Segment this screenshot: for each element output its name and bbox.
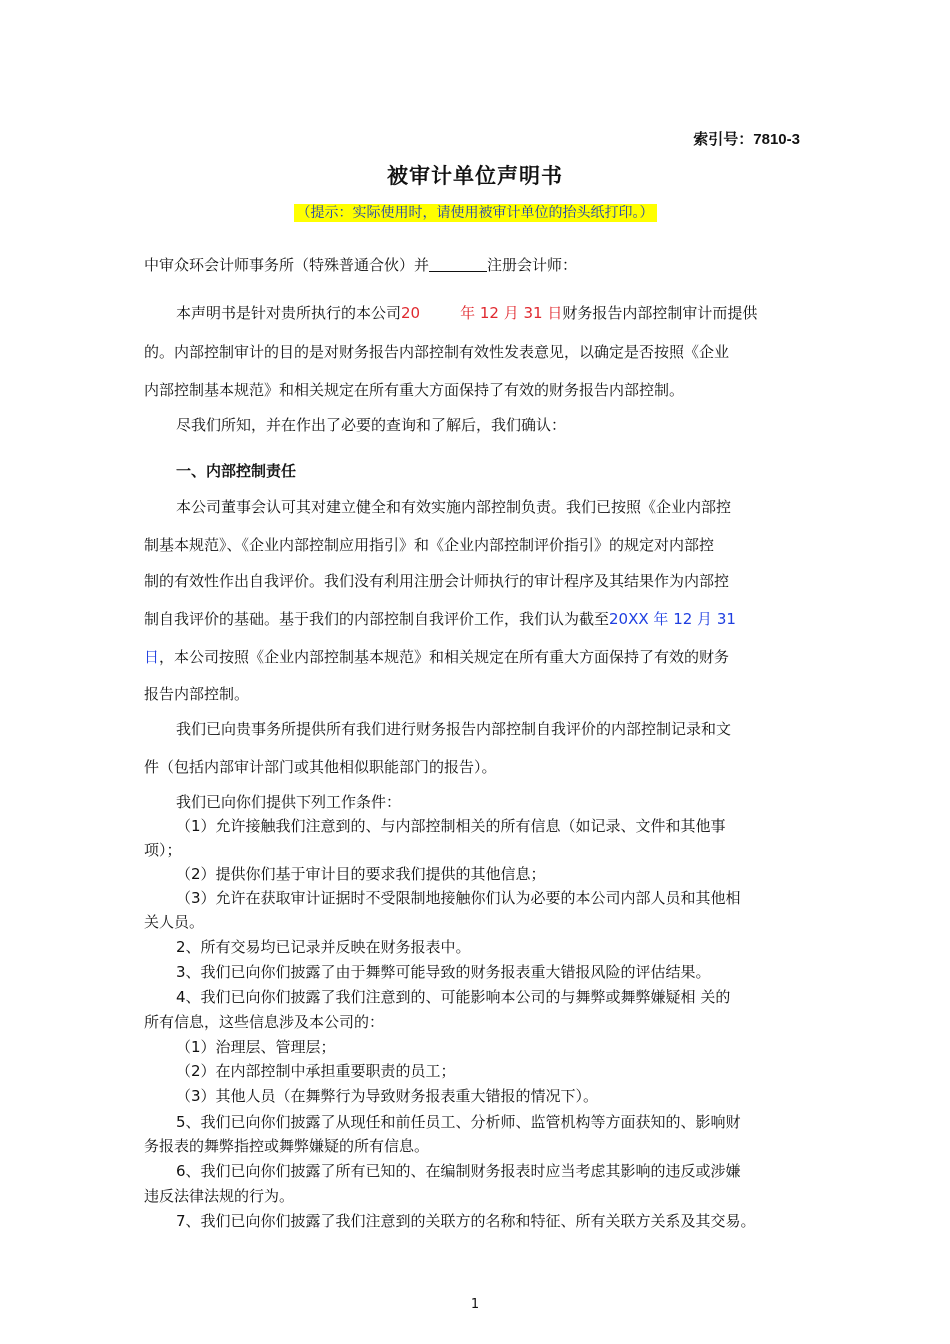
index-number: 索引号：7810-3 [693, 131, 800, 148]
section1-line-7: 我们已向贵事务所提供所有我们进行财务报告内部控制自我评价的内部控制记录和文 [176, 720, 732, 738]
item-4-sub-3: （3）其他人员（在舞弊行为导致财务报表重大错报的情况下）。 [176, 1087, 599, 1105]
condition-3-cont: 关人员。 [144, 913, 205, 931]
section1-line-1: 本公司董事会认可其对建立健全和有效实施内部控制负责。我们已按照《企业内部控 [176, 498, 732, 516]
section1-line-6: 报告内部控制。 [144, 685, 250, 703]
section1-line-5 [144, 646, 729, 667]
item-5: 5、我们已向你们披露了从现任和前任员工、分析师、监管机构等方面获知的、影响财 [176, 1113, 741, 1131]
addressee-firm: 中审众环会计师事务所（特殊普通合伙）并 [144, 256, 430, 274]
intro-line-3: 内部控制基本规范》和相关规定在所有重大方面保持了有效的财务报告内部控制。 [144, 381, 685, 399]
intro-year: 20 [401, 304, 421, 322]
page-number: 1 [470, 1297, 480, 1312]
condition-1-cont: 项）； [144, 841, 182, 859]
condition-3: （3）允许在获取审计证据时不受限制地接触你们认为必要的本公司内部人员和其他相 [176, 889, 741, 907]
document-title: 被审计单位声明书 [387, 164, 563, 188]
section1-line-5-text: ，本公司按照《企业内部控制基本规范》和相关规定在所有重大方面保持了有效的财务 [159, 648, 730, 666]
conditions-heading: 我们已向你们提供下列工作条件： [176, 793, 402, 811]
intro-line-1 [176, 302, 757, 323]
intro-date: 年 12 月 31 日 [460, 304, 563, 322]
intro-text-2: 财务报告内部控制审计而提供 [562, 304, 758, 322]
section1-line-2: 制基本规范》、《企业内部控制应用指引》和《企业内部控制评价指引》的规定对内部控 [144, 536, 715, 554]
item-7: 7、我们已向你们披露了我们注意到的关联方的名称和特征、所有关联方关系及其交易。 [176, 1212, 756, 1230]
item-6: 6、我们已向你们披露了所有已知的、在编制财务报表时应当考虑其影响的违反或涉嫌 [176, 1162, 741, 1180]
addressee-line [144, 254, 577, 275]
intro-text: 本声明书是针对贵所执行的本公司 [176, 304, 402, 322]
addressee-cpa: 注册会计师： [487, 256, 578, 274]
print-hint: （提示：实际使用时，请使用被审计单位的抬头纸打印。） [294, 204, 657, 222]
item-4-cont: 所有信息，这些信息涉及本公司的： [144, 1013, 385, 1031]
item-4-sub-1: （1）治理层、管理层； [176, 1038, 336, 1056]
intro-confirm: 尽我们所知，并在作出了必要的查询和了解后，我们确认： [176, 416, 567, 434]
item-4-sub-2: （2）在内部控制中承担重要职责的员工； [176, 1062, 456, 1080]
item-3: 3、我们已向你们披露了由于舞弊可能导致的财务报表重大错报风险的评估结果。 [176, 963, 711, 981]
section1-line-4-text: 制自我评价的基础。基于我们的内部控制自我评价工作，我们认为截至 [144, 610, 610, 628]
item-5-cont: 务报表的舞弊指控或舞弊嫌疑的所有信息。 [144, 1137, 430, 1155]
condition-2: （2）提供你们基于审计目的要求我们提供的其他信息； [176, 865, 546, 883]
condition-1: （1）允许接触我们注意到的、与内部控制相关的所有信息（如记录、文件和其他事 [176, 817, 726, 835]
item-2: 2、所有交易均已记录并反映在财务报表中。 [176, 938, 471, 956]
name-blank [429, 256, 487, 272]
section1-date-end: 日 [144, 648, 160, 666]
section1-line-3: 制的有效性作出自我评价。我们没有利用注册会计师执行的审计程序及其结果作为内部控 [144, 572, 730, 590]
intro-line-2: 的。内部控制审计的目的是对财务报告内部控制有效性发表意见，以确定是否按照《企业 [144, 343, 730, 361]
item-6-cont: 违反法律法规的行为。 [144, 1187, 295, 1205]
item-4: 4、我们已向你们披露了我们注意到的、可能影响本公司的与舞弊或舞弊嫌疑相 关的 [176, 988, 731, 1006]
section1-date: 20XX 年 12 月 31 [609, 610, 736, 628]
print-hint-row [0, 202, 950, 222]
section1-line-8: 件（包括内部审计部门或其他相似职能部门的报告）。 [144, 758, 497, 776]
section1-line-4 [144, 608, 736, 629]
section1-heading: 一、内部控制责任 [176, 462, 297, 480]
